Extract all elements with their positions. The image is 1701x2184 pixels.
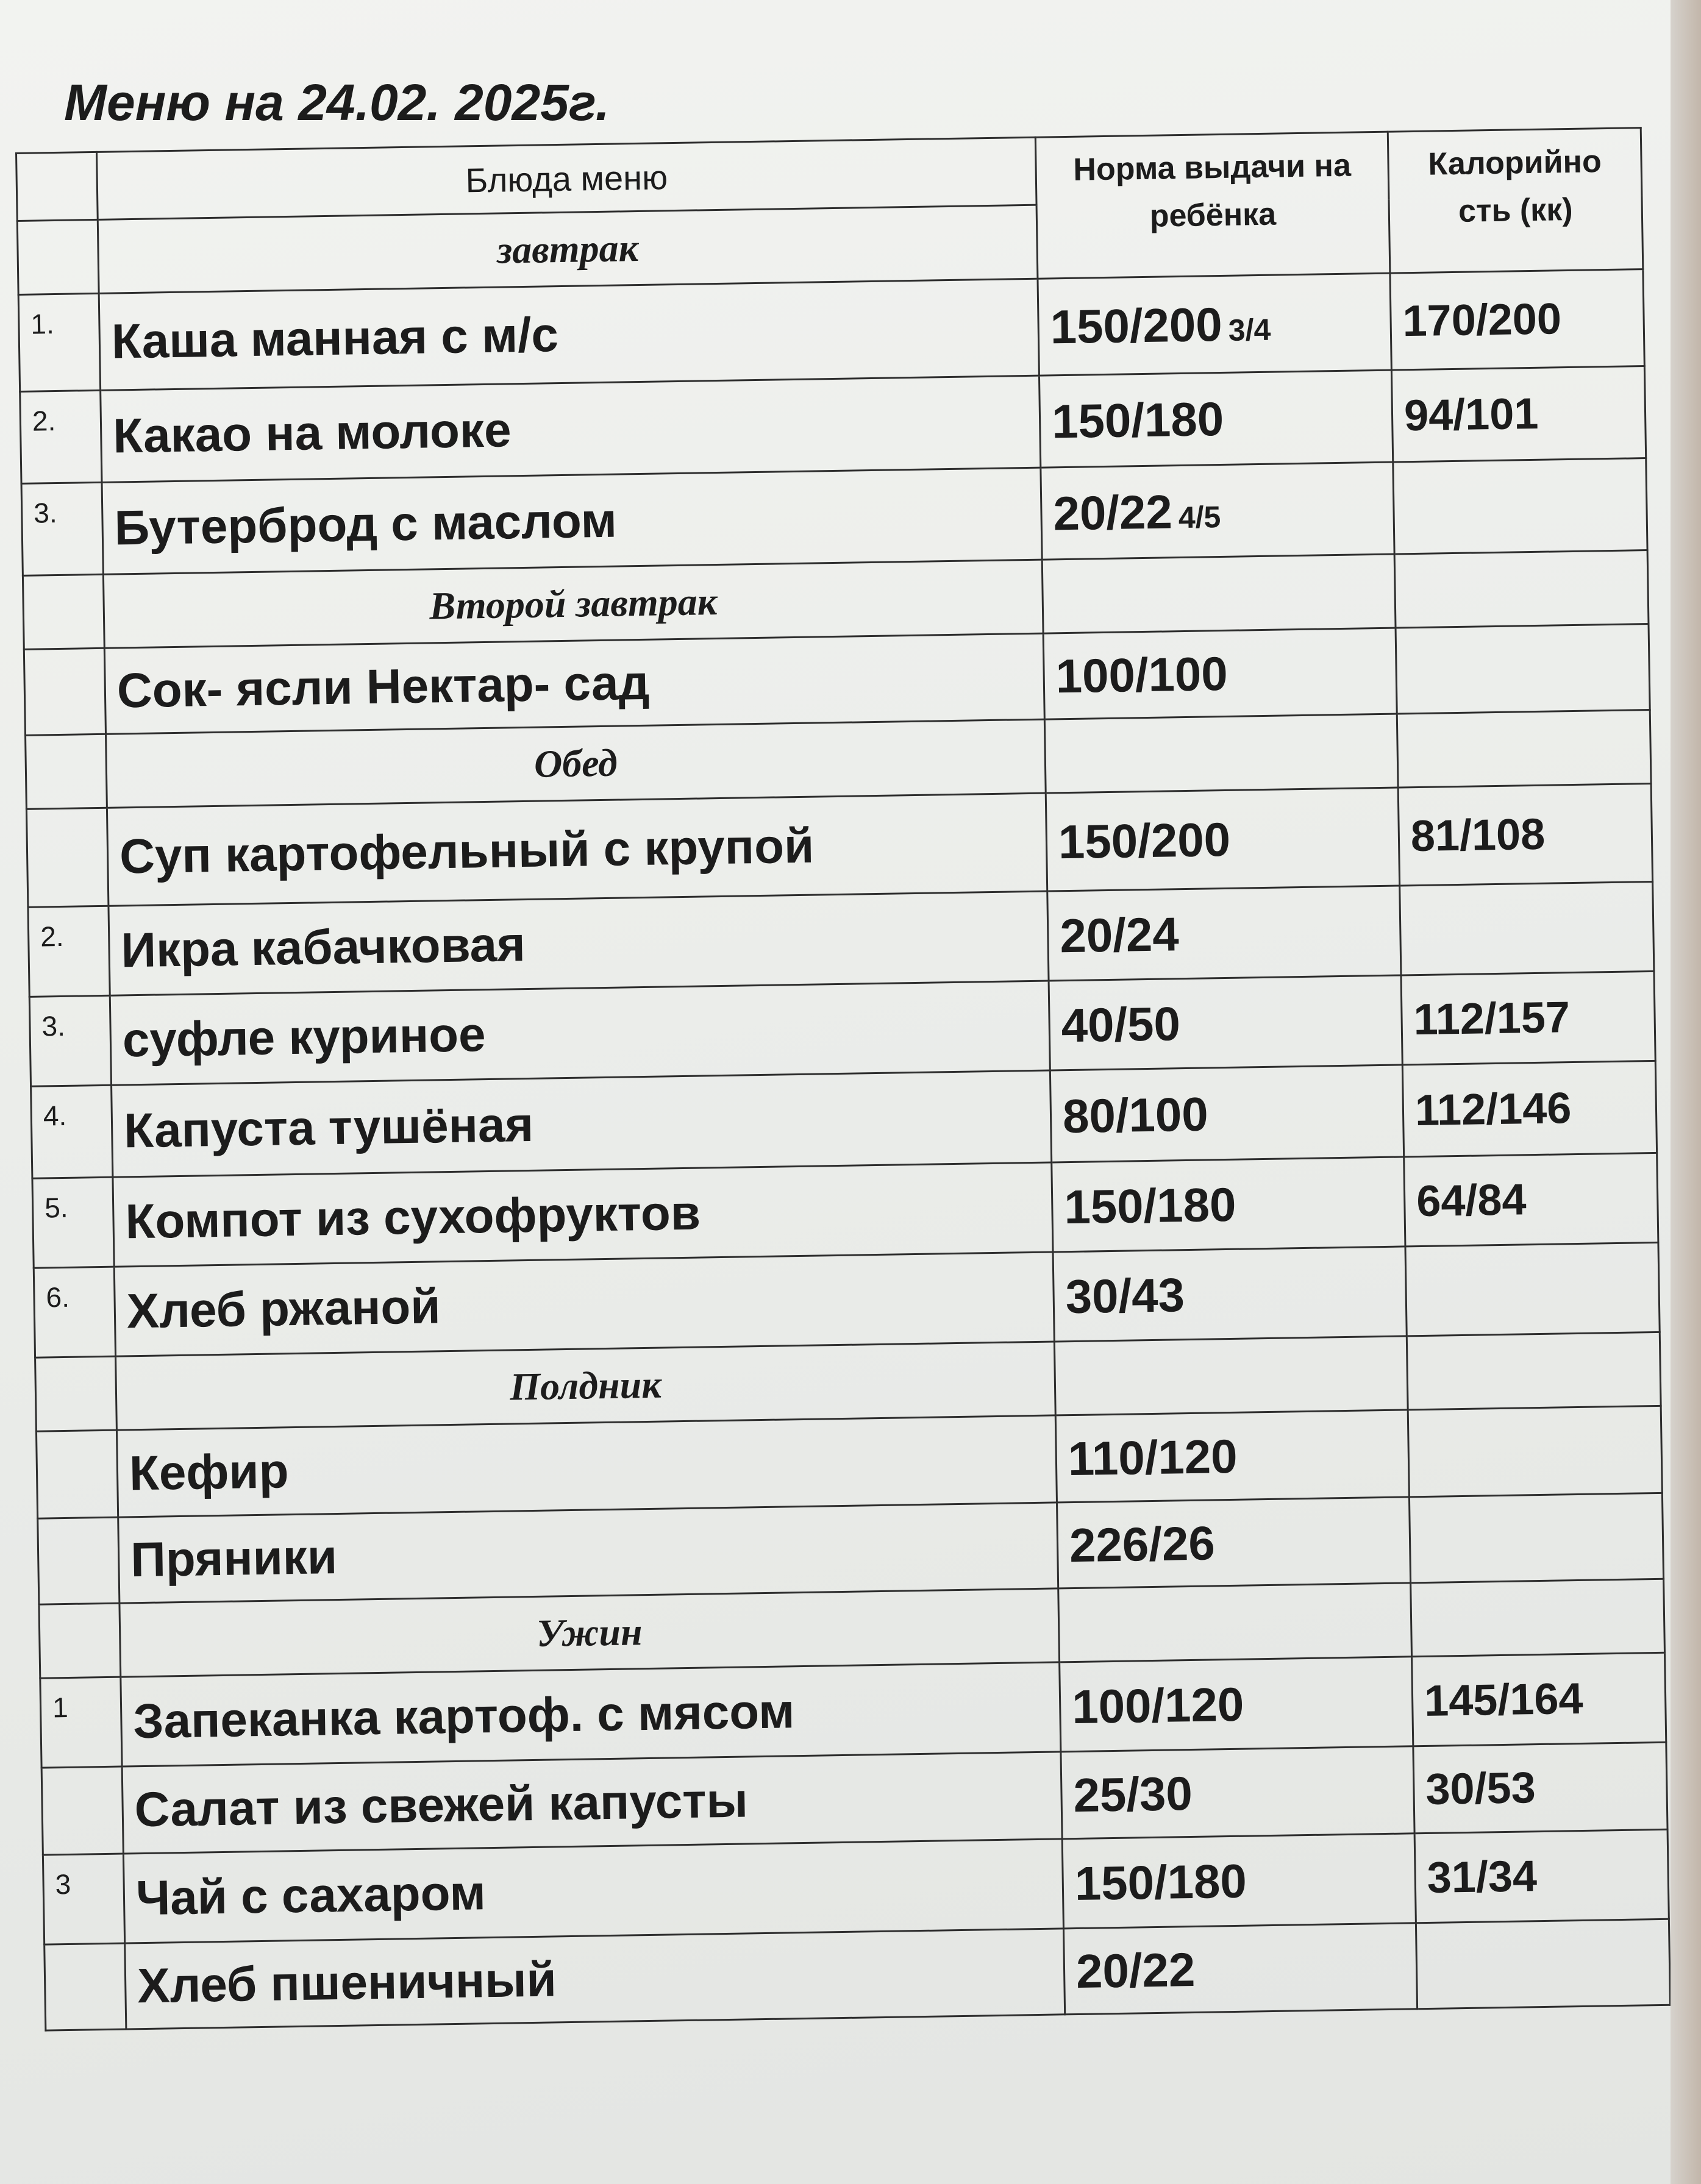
menu-table [15,127,1671,2032]
section-num-cell [26,734,107,809]
dish-name: Бутерброд с маслом [102,468,1042,574]
calories-value: 81/108 [1398,783,1652,885]
dish-name: Хлеб ржаной [114,1252,1054,1356]
item-number [41,1766,123,1855]
section-norm-cell [1044,714,1398,793]
portion-norm [1052,1157,1405,1252]
item-number [38,1517,119,1604]
item-number [26,808,109,907]
portion-norm [1041,462,1394,560]
section-heading: Полдник [116,1342,1056,1430]
calories-value: 112/157 [1401,971,1655,1065]
portion-norm [1055,1410,1409,1503]
dish-name: Компот из сухофруктов [113,1162,1053,1267]
item-number: 2. [28,906,110,997]
dish-name: Запеканка картоф. с мясом [121,1662,1061,1766]
item-number: 1. [18,293,100,391]
portion-value: 150/200 [1050,297,1223,354]
section-num-cell [35,1356,117,1431]
section-calories-cell [1397,710,1651,788]
portion-value: 20/24 [1059,906,1180,962]
item-number: 3 [43,1854,124,1944]
portion-fraction: 4/5 [1178,499,1221,535]
portion-value: 110/120 [1068,1429,1238,1485]
section-heading: Ужин [119,1588,1060,1677]
dish-name: Каша манная с м/с [99,279,1039,390]
menu-table-wrapper [15,127,1669,2031]
item-number [45,1943,126,2030]
section-calories-cell [1394,550,1649,628]
calories-value [1409,1493,1663,1583]
portion-value: 25/30 [1072,1766,1193,1822]
dish-name: Сок- ясли Нектар- сад [104,633,1044,734]
portion-value: 150/180 [1074,1854,1247,1910]
header-dish: Блюда меню [97,137,1037,219]
calories-value [1408,1406,1662,1497]
calories-value: 30/53 [1413,1742,1667,1834]
section-norm-cell [1058,1583,1412,1662]
section-calories-cell [1411,1579,1665,1657]
portion-norm [1047,886,1401,981]
section-num-cell [23,574,104,649]
dish-name: суфле куриное [110,981,1050,1085]
portion-value: 150/180 [1063,1177,1236,1234]
calories-value: 64/84 [1404,1153,1658,1247]
item-number: 2. [20,390,102,483]
section-heading: завтрак [98,205,1038,293]
calories-value [1400,881,1654,975]
portion-value: 150/200 [1058,812,1231,869]
item-number: 4. [31,1085,113,1178]
item-number: 5. [32,1177,114,1268]
calories-value [1405,1242,1660,1336]
portion-fraction: 3/4 [1228,312,1271,347]
dish-name: Икра кабачковая [109,891,1049,995]
portion-value: 20/22 [1075,1942,1196,1998]
menu-table-body [16,128,1671,2030]
dish-name: Какао на молоке [101,375,1041,482]
portion-norm [1060,1657,1413,1752]
section-num-cell [17,219,99,294]
portion-norm [1062,1834,1416,1929]
dish-name: Чай с сахаром [123,1839,1063,1943]
portion-value: 226/26 [1069,1515,1216,1572]
calories-value: 94/101 [1391,366,1646,462]
item-number [24,648,105,735]
calories-value: 112/146 [1402,1061,1656,1156]
portion-norm [1063,1923,1417,2015]
portion-value: 150/180 [1051,391,1224,448]
item-number: 1 [40,1677,122,1768]
portion-norm [1053,1247,1407,1342]
portion-value: 100/100 [1055,646,1228,703]
section-num-cell [39,1603,121,1678]
portion-norm [1057,1497,1411,1588]
portion-norm [1038,273,1391,375]
portion-value: 100/120 [1071,1677,1244,1734]
dish-name: Капуста тушёная [112,1070,1052,1177]
calories-value: 145/164 [1412,1652,1666,1746]
calories-value: 31/34 [1414,1829,1669,1923]
section-heading: Обед [106,719,1046,808]
item-number: 3. [29,995,111,1086]
table-surface-edge [1671,0,1701,2184]
menu-title: Меню на 24.02. 2025г. [64,74,610,131]
section-norm-cell [1054,1336,1408,1415]
portion-norm [1046,788,1399,891]
item-number: 3. [21,482,103,575]
calories-value: 170/200 [1390,269,1644,370]
header-calories: Калорийно сть (кк) [1388,128,1643,273]
portion-norm [1043,628,1397,719]
calories-value [1396,624,1650,714]
portion-value: 20/22 [1052,484,1173,540]
portion-norm [1039,370,1393,468]
dish-name: Кефир [116,1415,1057,1517]
section-heading: Второй завтрак [103,560,1043,648]
dish-name: Салат из свежей капусты [122,1752,1062,1854]
portion-norm [1061,1746,1414,1839]
portion-norm [1049,975,1402,1070]
item-number: 6. [34,1267,115,1357]
section-calories-cell [1407,1332,1661,1410]
header-num-cell [16,152,98,221]
item-number [36,1430,118,1518]
dish-name: Пряники [118,1503,1058,1603]
header-row [16,128,1642,221]
portion-value: 40/50 [1061,996,1181,1052]
calories-value [1393,458,1647,554]
dish-name: Хлеб пшеничный [125,1929,1065,2029]
portion-value: 30/43 [1064,1267,1185,1323]
calories-value [1416,1919,1670,2009]
section-norm-cell [1042,554,1396,633]
portion-value: 80/100 [1062,1086,1209,1143]
dish-name: Суп картофельный с крупой [107,793,1047,906]
portion-norm [1050,1065,1403,1162]
header-norm: Норма выдачи на ребёнка [1035,132,1390,279]
